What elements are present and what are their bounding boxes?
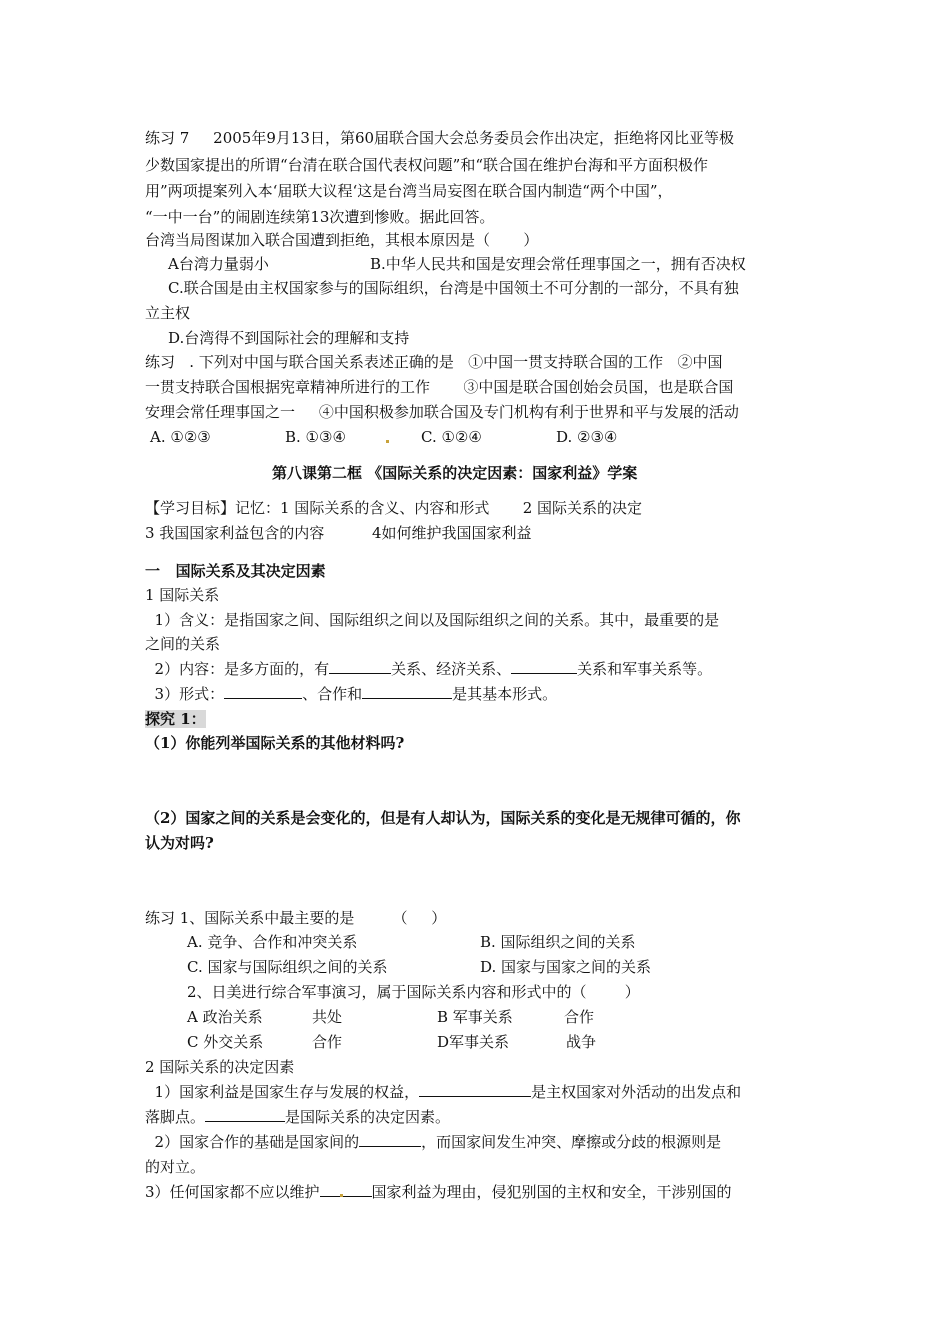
exercise8-option-d: D. ②③④ <box>556 428 618 446</box>
explore-label-text: 探究 1： <box>145 710 206 728</box>
exercise8-line3: 安理会常任理事国之一 ④中国积极参加联合国及专门机构有利于世界和平与发展的活动 <box>145 403 739 421</box>
exercise1-question2: 2、日美进行综合军事演习，属于国际关系内容和形式中的（ ） <box>187 983 640 1001</box>
exercise1-q2-option-b: B 军事关系 <box>437 1008 513 1026</box>
exercise8-option-b: B. ①③④ <box>285 428 346 446</box>
definition-line2: 之间的关系 <box>145 635 221 653</box>
exercise1-q2-option-d: D军事关系 <box>437 1033 510 1051</box>
national-interest-text-a: 1）国家利益是国家生存与发展的权益， <box>145 1083 420 1101</box>
cooperation-line1 <box>145 1132 721 1152</box>
cooperation-line2: 的对立。 <box>145 1158 206 1176</box>
maintain-text-a: 3）任何国家都不应以维护 <box>145 1183 320 1201</box>
national-interest-text-c: 落脚点。 <box>145 1108 206 1126</box>
exercise1-q2-option-d-form: 战争 <box>566 1033 597 1051</box>
exercise7-line1: 练习 7 2005年9月13日，第60届联合国大会总务委员会作出决定，拒绝将冈比亚等极 <box>145 129 735 147</box>
national-interest-line2 <box>145 1107 450 1127</box>
exercise7-option-c-cont: 立主权 <box>145 304 191 322</box>
content-text-a: 2）内容：是多方面的，有 <box>145 660 330 678</box>
exercise7-question: 台湾当局图谋加入联合国遭到拒绝，其根本原因是（ ） <box>145 231 539 249</box>
blank-field[interactable] <box>320 1182 372 1197</box>
learning-goals-line2: 3 我国国家利益包含的内容 4如何维护我国国家利益 <box>145 524 532 542</box>
exercise7-option-c: C.联合国是由主权国家参与的国际组织，台湾是中国领土不可分割的一部分，不具有独 <box>168 279 739 297</box>
maintain-text-b: 国家利益为理由，侵犯别国的主权和安全，干涉别国的 <box>371 1183 732 1201</box>
exercise1-option-c: C. 国家与国际组织之间的关系 <box>187 958 388 976</box>
exercise8-option-a: A. ①②③ <box>150 428 211 446</box>
blank-field[interactable] <box>205 1107 285 1122</box>
cooperation-text-b: ，而国家间发生冲突、摩擦或分歧的根源则是 <box>421 1133 722 1151</box>
exercise1-q2-option-a-form: 共处 <box>312 1008 343 1026</box>
explore-question2-line2: 认为对吗? <box>145 834 214 852</box>
exercise7-line4: “一中一台”的闹剧连续第13次遭到惨败。据此回答。 <box>145 208 495 226</box>
exercise8-line1: 练习 . 下列对中国与联合国关系表述正确的是 ①中国一贯支持联合国的工作 ②中国 <box>145 353 723 371</box>
form-text-c: 是其基本形式。 <box>452 685 558 703</box>
exercise8-option-c: C. ①②④ <box>421 428 482 446</box>
blank-field[interactable] <box>224 684 302 699</box>
stray-mark <box>340 1194 343 1197</box>
blank-field[interactable] <box>511 659 577 674</box>
section2-heading: 2 国际关系的决定因素 <box>145 1058 295 1076</box>
lesson-title: 第八课第二框 《国际关系的决定因素：国家利益》学案 <box>272 464 638 482</box>
exercise1-option-d: D. 国家与国家之间的关系 <box>480 958 652 976</box>
learning-goals-line1: 【学习目标】记忆：1 国际关系的含义、内容和形式 2 国际关系的决定 <box>145 499 643 517</box>
exercise1-q2-option-c-form: 合作 <box>312 1033 343 1051</box>
exercise1-option-a: A. 竞争、合作和冲突关系 <box>187 933 358 951</box>
exercise7-option-a: A台湾力量弱小 <box>168 255 269 273</box>
blank-field[interactable] <box>329 659 391 674</box>
explore-question1: （1）你能列举国际关系的其他材料吗? <box>145 734 405 752</box>
content-text-b: 关系、经济关系、 <box>391 660 512 678</box>
national-interest-line1 <box>145 1082 741 1102</box>
blank-field[interactable] <box>362 684 452 699</box>
exercise1-q2-option-c: C 外交关系 <box>187 1033 264 1051</box>
form-text-b: 、合作和 <box>302 685 363 703</box>
national-interest-text-d: 是国际关系的决定因素。 <box>285 1108 451 1126</box>
exercise7-option-b: B.中华人民共和国是安理会常任理事国之一，拥有否决权 <box>370 255 746 273</box>
exercise1-question1: 练习 1、国际关系中最主要的是 （ ） <box>145 909 447 927</box>
exercise7-line2: 少数国家提出的所谓“台清在联合国代表权问题”和“联合国在维护台海和平方面积极作 <box>145 156 709 174</box>
blank-field[interactable] <box>359 1132 421 1147</box>
definition-line1: 1）含义：是指国家之间、国际组织之间以及国际组织之间的关系。其中，最重要的是 <box>145 611 720 629</box>
content-line <box>145 659 712 679</box>
explore-label <box>145 709 206 729</box>
exercise1-q2-option-a: A 政治关系 <box>187 1008 263 1026</box>
maintain-line <box>145 1182 732 1202</box>
section1-sub1: 1 国际关系 <box>145 586 220 604</box>
form-line <box>145 684 557 704</box>
exercise7-line3: 用”两项提案列入本‘届联大议程‘这是台湾当局妄图在联合国内制造“两个中国”， <box>145 182 673 200</box>
exercise8-line2: 一贯支持联合国根据宪章精神所进行的工作 ③中国是联合国创始会员国，也是联合国 <box>145 378 734 396</box>
exercise7-option-d: D.台湾得不到国际社会的理解和支持 <box>168 329 410 347</box>
stray-mark <box>386 440 389 443</box>
content-text-c: 关系和军事关系等。 <box>577 660 713 678</box>
exercise1-option-b: B. 国际组织之间的关系 <box>480 933 636 951</box>
section1-heading: 一 国际关系及其决定因素 <box>145 562 326 580</box>
exercise1-q2-option-b-form: 合作 <box>564 1008 595 1026</box>
explore-question2-line1: （2）国家之间的关系是会变化的，但是有人却认为，国际关系的变化是无规律可循的，你 <box>145 809 741 827</box>
national-interest-text-b: 是主权国家对外活动的出发点和 <box>531 1083 742 1101</box>
form-text-a: 3）形式： <box>145 685 225 703</box>
cooperation-text-a: 2）国家合作的基础是国家间的 <box>145 1133 360 1151</box>
blank-field[interactable] <box>419 1082 531 1097</box>
